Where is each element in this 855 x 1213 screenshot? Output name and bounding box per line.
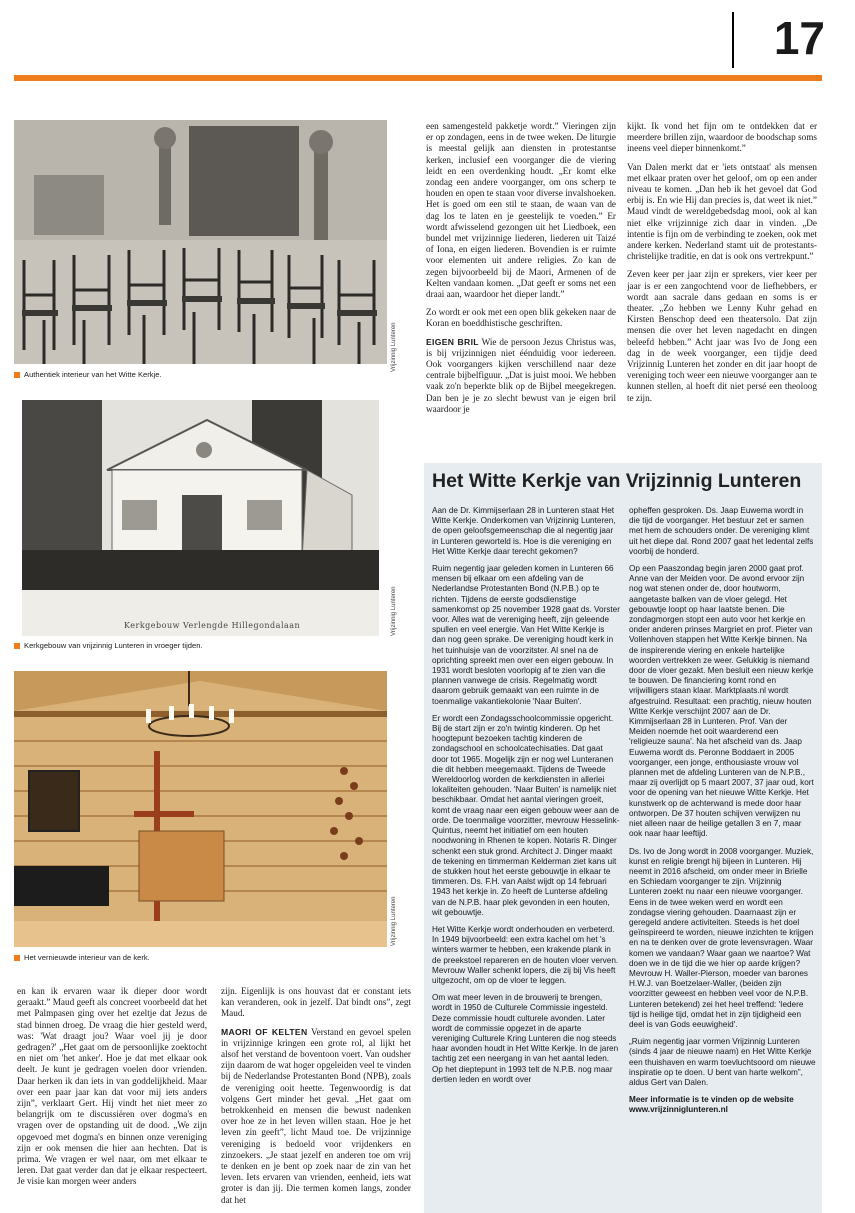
photo-caption-1 [14,370,162,380]
caption-marker [14,955,20,961]
photo-authentic-interior [14,120,387,364]
paragraph: Op een Paaszondag begin jaren 2000 gaat prof. Anne van der Meiden voor. De avond ervoor zijn nog wat stenen onder de, door houtworm, aangetaste balken van de vloer gelegd. Het gebouwtje loopt op haar laatste benen. Die zondagmorgen stopt een auto voor het kerkje en onder anderen prinses Margriet en prof. Pieter van Vollenhoven stappen het Witte Kerkje binnen. Na de inspirerende viering en enkele hartelijke woorden vertrekken ze weer. Gelukkig is niemand door de vloer gezakt. Men besluit een nieuw kerkje te bouwen. De financiering komt rond en vrijwilligers staan klaar. Marktplaats.nl wordt afgestruind. Resultaat: een prachtig, nieuw houten Witte Kerkje verschijnt 2007 aan de Dr. Kimmijserlaan 28 in Lunteren. Prof. Van der Meiden noemde het ooit waarderend een 'religieuze sauna'. Na het afscheid van ds. Jaap Euwema wordt ds. Peronne Boddaert in 2005 voorganger, een jonge, enthousiaste vrouw vol plannen met de afdeling Lunteren van de N.P.B., maar zij overlijdt op 5 maart 2007, 37 jaar oud, kort voor de opening van het nieuwe Witte Kerkje. Het kunstwerk op de achterwand is mede door haar ontworpen. De 37 houten schijven verwijzen nu niet alleen naar de heilige getallen 3 en 7, maar ook naar haar leeftijd. [629,564,814,839]
paragraph: zijn. Eigenlijk is ons houvast dat er constant iets kan veranderen, ook in jezelf. Dat bindt ons”, zegt Maud. [221,986,411,1019]
photo-old-church [22,400,379,636]
photo-inscription: Kerkgebouw Verlengde Hillegondalaan [124,621,301,630]
caption-text: Authentiek interieur van het Witte Kerkje. [24,370,162,379]
photo-credit-2: Vrijzinnig Lunteren [391,586,397,636]
article-column-b [627,121,817,441]
photo-caption-3 [14,953,150,963]
paragraph: Het Witte Kerkje wordt onderhouden en verbeterd. In 1949 bijvoorbeeld: een extra kachel om het 's winters warmer te hebben, een krakende plank in de preekstoel repareren en de houten vloer verven. Mevrouw Waller schenkt lopers, die zij bij Vis heeft uitgezocht, om op de vloer te leggen. [432,924,619,985]
header-divider [732,12,734,68]
accent-bar [14,75,822,81]
photo-credit-3: Vrijzinnig Lunteren [391,896,397,946]
paragraph: Ds. Ivo de Jong wordt in 2008 voorganger. Muziek, kunst en religie brengt hij bijeen in Lunteren. Hij neemt in 2016 afscheid, om onder meer in Brielle en Schiedam voorganger te zijn. Vrijzinnig Lunteren zoekt nu naar een nieuwe voorganger. Eens in de twee weken werd en wordt een zondagse viering gehouden. Daarnaast zijn er geregeld andere activiteiten. Steeds is het doel geïnspireerd te worden, nieuwe inzichten te krijgen en na te denken over de grote levensvragen. Waar komen we vandaan? Waar gaan we naartoe? Wat doen we in de tijd die we hier op aarde krijgen? Mevrouw H. Waller-Pierson, moeder van barones H.W.J. van Boetzelaer-Waller, (beiden zijn voorzitter geweest en hebben veel voor de N.P.B. Lunteren betekend) zei het heel treffend: 'Iedere tijd is heilige tijd, omdat het in zijn tijdigheid een deel is van Gods eeuwigheid'. [629,846,814,1029]
paragraph: Om wat meer leven in de brouwerij te brengen, wordt in 1950 de Culturele Commissie ingesteld. Deze commissie houdt culturele avonden. Later wordt de commissie opgezet in de aparte vereniging Culturele Kring Lunteren die nog steeds haar avonden houdt in Het Witte Kerkje. In de jaren tachtig zet een neergang in van het aantal leden. Op het dieptepunt in 1993 telt de N.P.B. nog maar dertien leden en wordt over [432,993,619,1084]
article-column-a [426,121,616,441]
photo-caption-2 [14,641,203,651]
caption-text: Kerkgebouw van vrijzinnig Lunteren in vroeger tijden. [24,641,203,650]
paragraph: Aan de Dr. Kimmijserlaan 28 in Lunteren staat Het Witte Kerkje. Onderkomen van Vrijzinnig Lunteren, de open geloofsgemeenschap die al negentig jaar in Lunteren geworteld is. Hoe is die vereniging en Het Witte Kerkje daar terecht gekomen? [432,506,616,556]
paragraph: Van Dalen merkt dat er 'iets ontstaat' als mensen met elkaar praten over het geloof, om op een ander niveau te komen. „Dan heb ik het gevoel dat God erbij is. En wie Hij dan precies is, dat weet ik niet.” Maud vindt de wereldgebedsdag mooi, ook al kan niet elke vrijzinnige zich daar in vinden. „De intentie is fijn om de verbinding te zoeken, ook met andere kerken. Nederland stamt uit de protestants-christelijke traditie, en dat is ook ons vertrekpunt.” [627,161,817,262]
info-box-column-2 [629,506,816,1210]
subheading: MAORI OF KELTEN [221,1026,308,1037]
paragraph: kijkt. Ik vond het fijn om te ontdekken dat er meerdere brillen zijn, waardoor de boodschap soms ineens veel dieper binnenkomt.” [627,121,817,154]
caption-marker [14,643,20,649]
page-number: 17 [773,12,825,64]
more-info-link[interactable]: Meer informatie is te vinden op de website www.vrijzinniglunteren.nl [629,1095,794,1115]
paragraph: „Ruim negentig jaar vormen Vrijzinnig Lunteren (sinds 4 jaar de nieuwe naam) en Het Witte Kerkje een thuishaven en warm toevluchtsoord om nieuwe inspiratie op te doen. U bent van harte welkom”, aldus Gert van Dalen. [629,1037,816,1087]
paragraph-text: Wie de persoon Jezus Christus was, is bij vrijzinnigen niet éénduidig voor iedereen. Ook voorgangers kijken verschillend naar deze centrale bijbelfiguur. „Dat is juist mooi. We hebben vaak zo'n beperkte blik op de Bijbel meegekregen. Dan ben je je zo slecht bewust van je eigen bril waardoor je [426,336,616,414]
article-column-d [221,986,411,1210]
paragraph: Ruim negentig jaar geleden komen in Lunteren 66 mensen bij elkaar om een afdeling van de Nederlandse Protestanten Bond (N.P.B.) op te richten. Tijdens de eerste godsdienstige samenkomst op 25 november 1928 gaat ds. Vorster voor. Alles wat de vereniging heeft, zijn geleende spullen en veel energie. Van Het Witte Kerkje is dan nog geen sprake. De vereniging houdt kerk in het tuinhuisje van de voorzitster. Al snel na de oprichting spreekt men over een eigen gebouw. In 1931 wordt besloten voorlopig af te zien van die plannen vanwege de crisis. Regelmatig wordt daarom gebruik gemaakt van een ruimte in de toenmalige vakantiekolonie 'Naar Buiten'. [432,564,620,706]
paragraph [221,1027,411,1206]
paragraph: Zo wordt er ook met een open blik gekeken naar de Koran en boeddhistische geschriften. [426,307,616,329]
caption-text: Het vernieuwde interieur van de kerk. [24,953,150,962]
photo-credit-1: Vrijzinnig Lunteren [391,322,397,372]
paragraph: Er wordt een Zondagsschoolcommissie opgericht. Bij de start zijn er zo'n twintig kinderen. Op het hoogtepunt bezoeken tachtig kinderen de zondagschool en schoolcatechisaties. Dat gaat door tot 1965. Mogelijk zijn er nog wel Lunteranen die dit hebben meegemaakt. Tijdens de Tweede Wereldoorlog worden de kerkdiensten in allerlei lokaliteiten gehouden. 'Naar Buiten' is namelijk niet beschikbaar. Omdat het aantal vieringen groeit, komt de vraag naar een eigen gebouw weer aan de orde. De toenmalige voorzitter, mevrouw Hesselink-Quintus, neemt het initiatief om een houten noodwoning in Rhenen te kopen. Notaris R. Dinger schenkt een stuk grond. Architect J. Dinger maakt de tekening en timmerman Kelderman ziet kans uit de stukken hout het eerste gebouwtje in elkaar te timmeren. Ds. F.H. van Aalst wijdt op 14 februari 1943 het kerkje in. Zo heeft de Lunterse afdeling van de N.P.B. haar plek gevonden in een houten, wit gebouwtje. [432,713,620,917]
info-box-title: Het Witte Kerkje van Vrijzinnig Lunteren [432,470,802,492]
article-column-c [17,986,207,1210]
paragraph: een samengesteld pakketje wordt.” Vieringen zijn er op zondagen, eens in de twee weken. De liturgie is meestal gelijk aan diensten in protestantse kerken, inclusief een voorganger die de viering leidt en een overdenking houdt. „Er komt elke zondag een andere voorganger, om ons scherp te houden en open te staan voor diverse invalshoeken. Het is goed om een stil te staan, de waan van de dag los te laten en je geestelijk te voeden.” Er wordt afwisselend gezongen uit het Liedboek, een bundel met vrijzinnige liederen, liederen uit Taizé of Iona, en eigen liederen. Bovendien is er ruimte voor elementen uit andere religies. Zo kan de zegen bijvoorbeeld bij de Maori, Armenen of de Kelten vandaan komen. „Dat geeft er soms net een draai aan, waardoor het dieper landt.” [426,121,616,300]
photo-renewed-interior [14,671,387,947]
subheading: EIGEN BRIL [426,336,479,347]
caption-marker [14,372,20,378]
paragraph: opheffen gesproken. Ds. Jaap Euwema wordt in die tijd de voorganger. Het bestuur zet er samen met hem de schouders onder. De vereniging klimt uit het diepe dal. Rond 2007 gaat het ledental zelfs voorbij de honderd. [629,506,814,556]
paragraph-text: Verstand en gevoel spelen in vrijzinnige kringen een grote rol, al lijkt het alsof het verstand de boventoon voert. Van oudsher zijn daarom de wat hoger opgeleiden veel te vinden bij de Nederlandse Protestanten Bond (NPB), zoals de vereniging ooit heette. Tegenwoordig is dat volgens Gert minder het geval. „Het gaat om betrokkenheid en mensen die bewust nadenken over hoe ze in het leven willen staan. Hoe je het leven zin geeft”, licht Maud toe. De vrijzinnige vereniging is bedoeld voor vrijdenkers en zinzoekers. „Je staat jezelf en anderen toe om vrij te denken en je bent op zoek naar de zin van het leven. Iets ervaren van vrienden, eenheid, iets wat groter is dan jij. Die termen komen langs, zonder dat het [221,1026,411,1205]
paragraph: Zeven keer per jaar zijn er sprekers, vier keer per jaar is er een zangochtend voor de liefhebbers, er wordt aan sacrale dans gedaan en soms is er theater. „Zo hebben we Lenny Kuhr gehad en Kirsten Benschop deed een theatersolo. Dat zijn mensen die over het leven nagedacht en dingen beleefd hebben.” Acht jaar was Ivo de Jong een dag in de week voorganger, een tijdje deed Vrijzinnig Lunteren het zonder en dit jaar hoopt de vereniging toch weer een nieuwe voorganger aan te kunnen stellen, al hoeft dit niet persé een theoloog te zijn. [627,269,817,403]
paragraph [426,337,616,415]
info-box-column-1 [432,506,620,1210]
paragraph: en kan ik ervaren waar ik dieper door wordt geraakt.” Maud geeft als concreet voorbeeld dat het met Palmpasen ging over het ezeltje dat Jezus de stad binnen droeg. De vraag die hier gesteld werd, was: 'Wat draagt jou? Waar voel jij je door gedragen?' „Het gaat om de persoonlijke zoektocht en niet om 'het anker'. Hoe je dat met elkaar ook deelt. Je kunt je gedragen voelen door vrienden. Daar herken ik dan iets in van goddelijkheid. Maar over een paar jaar kan dat voor mij iets anders zijn”, verklaart Gert. Hij vindt het niet meer zo belangrijk om te discussiëren over dogma's en vragen over de opstanding uit de dood. „We zijn opgevoed met dogma's en binnen onze vereniging zijn er ook mensen die hier aan hechten. Dat is prima. We vragen er wel naar, om met elkaar te leren. Dat gaat verder dan dat je elkaar respecteert. Je visie kan morgen weer anders [17,986,207,1187]
